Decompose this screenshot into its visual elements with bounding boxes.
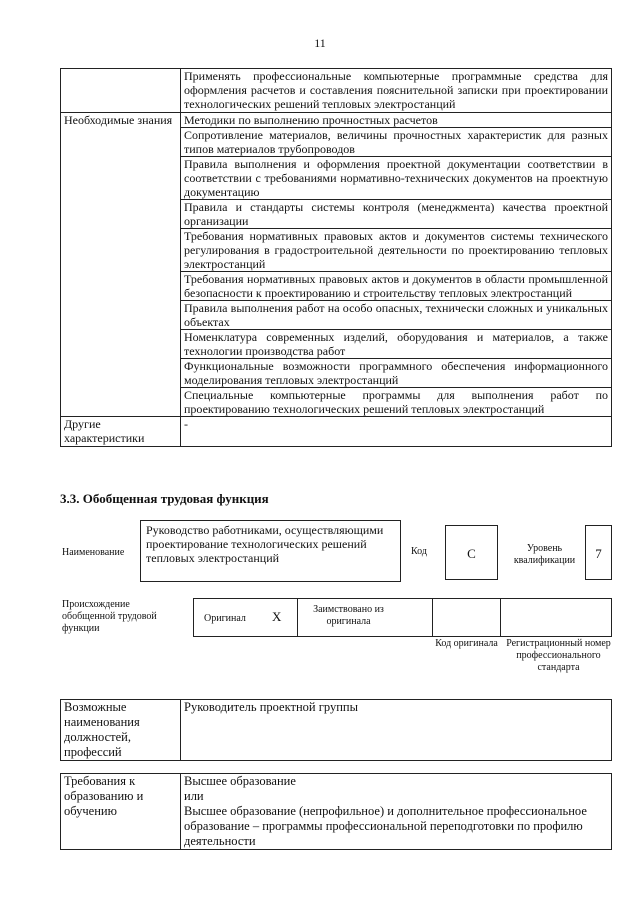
education-line: Высшее образование	[184, 774, 296, 788]
code-original-caption: Код оригинала	[435, 638, 498, 649]
empty-label-cell	[61, 69, 181, 113]
knowledge-item: Специальные компьютерные программы для выполнения работ по проектированию технологических решений тепловых электростанций	[181, 388, 612, 417]
other-value: -	[181, 417, 612, 447]
education-label: Требования к образованию и обучению	[61, 774, 181, 850]
borrowed-label: Заимствовано из оригинала	[313, 604, 384, 627]
divider	[297, 598, 298, 637]
code-label: Код	[411, 546, 427, 557]
name-label: Наименование	[62, 547, 125, 558]
origin-box	[193, 598, 612, 637]
registration-caption: Регистрационный номер профессионального стандарта	[506, 638, 611, 673]
other-label: Другие характеристики	[61, 417, 181, 447]
knowledge-item: Требования нормативных правовых актов и документов в области промышленной безопасности к проектированию и строительству тепловых электростанций	[181, 272, 612, 301]
table-row	[61, 774, 612, 850]
level-value: 7	[585, 525, 612, 580]
original-mark: X	[272, 609, 282, 624]
knowledge-item: Правила выполнения и оформления проектной документации соответствии в соответствии с требованиями нормативно-технических документов на проектную документацию	[181, 157, 612, 200]
positions-value: Руководитель проектной группы	[181, 700, 612, 761]
knowledge-label: Необходимые знания	[61, 113, 181, 417]
education-line: или	[184, 789, 204, 803]
table-row	[61, 417, 612, 447]
knowledge-item: Сопротивление материалов, величины прочностных характеристик для разных типов материалов трубопроводов	[181, 128, 612, 157]
original-label: Оригинал	[204, 613, 246, 624]
table-row	[61, 69, 612, 113]
knowledge-item: Правила и стандарты системы контроля (менеджмента) качества проектной организации	[181, 200, 612, 229]
code-value: С	[445, 525, 498, 580]
origin-label: Происхождение обобщенной трудовой функции	[62, 599, 157, 634]
page-number: 11	[314, 36, 326, 50]
knowledge-item: Функциональные возможности программного обеспечения информационного моделирования тепловых электростанций	[181, 359, 612, 388]
education-line: Высшее образование (непрофильное) и дополнительное профессиональное образование – программы профессиональной переподготовки по профилю деятельности	[184, 804, 587, 848]
divider	[432, 598, 433, 637]
table-row	[61, 113, 612, 128]
level-label: Уровень квалификации	[513, 543, 576, 566]
knowledge-item: Требования нормативных правовых актов и документов системы технического регулирования в градостроительной деятельности по проектированию тепловых электростанций	[181, 229, 612, 272]
knowledge-item: Номенклатура современных изделий, оборудования и материалов, а также технологии производства работ	[181, 330, 612, 359]
section-heading: 3.3. Обобщенная трудовая функция	[60, 491, 269, 506]
positions-label: Возможные наименования должностей, профессий	[61, 700, 181, 761]
knowledge-item: Правила выполнения работ на особо опасных, технически сложных и уникальных объектах	[181, 301, 612, 330]
name-value: Руководство работниками, осуществляющими проектирование технологических решений тепловых электростанций	[140, 520, 401, 582]
education-value	[181, 774, 612, 850]
positions-table	[60, 699, 612, 761]
table-row	[61, 700, 612, 761]
skill-cell: Применять профессиональные компьютерные программные средства для оформления расчетов и составления пояснительной записки при проектировании технологических решений тепловых электростанций	[181, 69, 612, 113]
divider	[500, 598, 501, 637]
education-table	[60, 773, 612, 850]
knowledge-item: Методики по выполнению прочностных расчетов	[181, 113, 612, 128]
skills-knowledge-table	[60, 68, 612, 447]
